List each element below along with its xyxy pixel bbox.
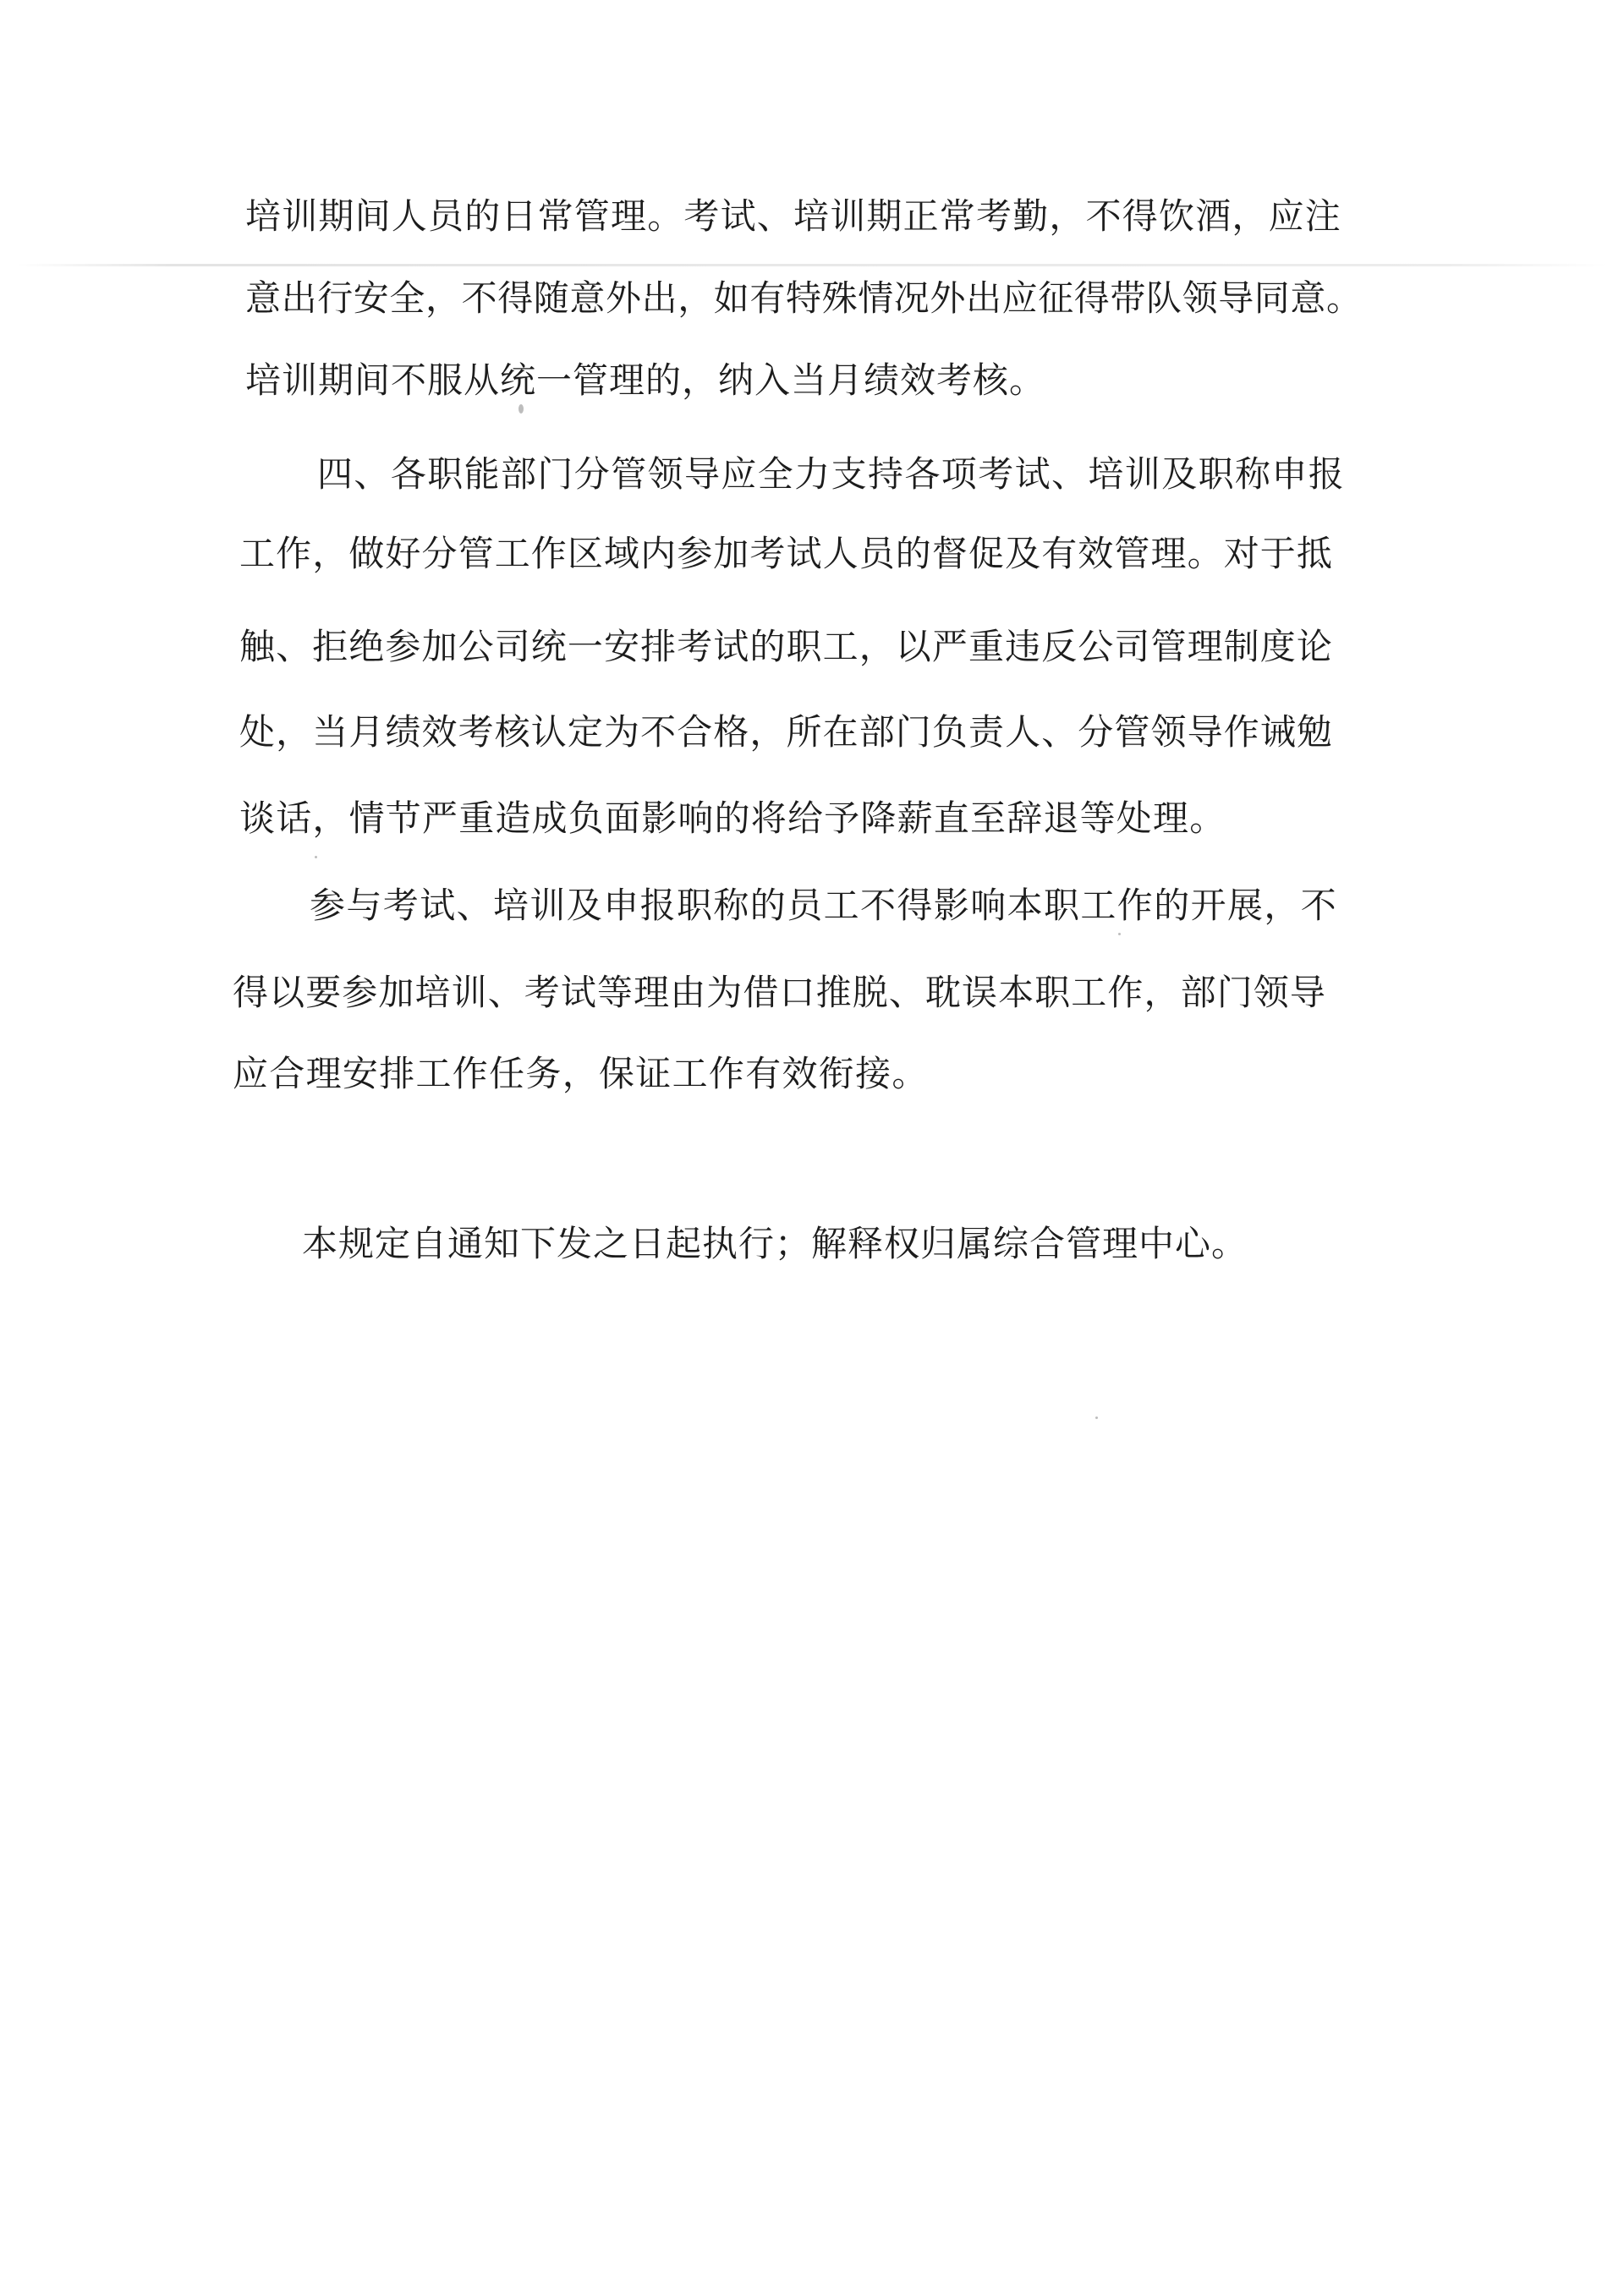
paragraph-line: 培训期间不服从统一管理的，纳入当月绩效考核。 bbox=[245, 359, 1046, 401]
paragraph-line: 培训期间人员的日常管理。考试、培训期正常考勤，不得饮酒，应注 bbox=[245, 195, 1342, 237]
paragraph-line: 参与考试、培训及申报职称的员工不得影响本职工作的开展，不 bbox=[310, 885, 1338, 926]
scan-speck bbox=[315, 856, 317, 858]
paragraph-line: 工作，做好分管工作区域内参加考试人员的督促及有效管理。对于抵 bbox=[239, 533, 1334, 574]
paragraph-line: 得以要参加培训、考试等理由为借口推脱、耽误本职工作，部门领导 bbox=[233, 972, 1327, 1013]
scan-speck bbox=[1118, 933, 1121, 935]
paragraph-line: 谈话，情节严重造成负面影响的将给予降薪直至辞退等处理。 bbox=[239, 797, 1226, 839]
paragraph-line: 本规定自通知下发之日起执行；解释权归属综合管理中心。 bbox=[302, 1223, 1248, 1264]
scan-speck bbox=[1095, 1417, 1098, 1419]
paragraph-line: 处，当月绩效考核认定为不合格，所在部门负责人、分管领导作诫勉 bbox=[239, 711, 1334, 753]
paragraph-line: 意出行安全，不得随意外出，如有特殊情况外出应征得带队领导同意。 bbox=[245, 277, 1363, 319]
paragraph-line: 四、各职能部门分管领导应全力支持各项考试、培训及职称申报 bbox=[317, 453, 1346, 495]
scan-speck bbox=[518, 404, 524, 414]
scan-artifact-line bbox=[17, 264, 1607, 266]
paragraph-line: 触、拒绝参加公司统一安排考试的职工，以严重违反公司管理制度论 bbox=[239, 626, 1334, 667]
paragraph-line: 应合理安排工作任务，保证工作有效衔接。 bbox=[233, 1053, 929, 1094]
